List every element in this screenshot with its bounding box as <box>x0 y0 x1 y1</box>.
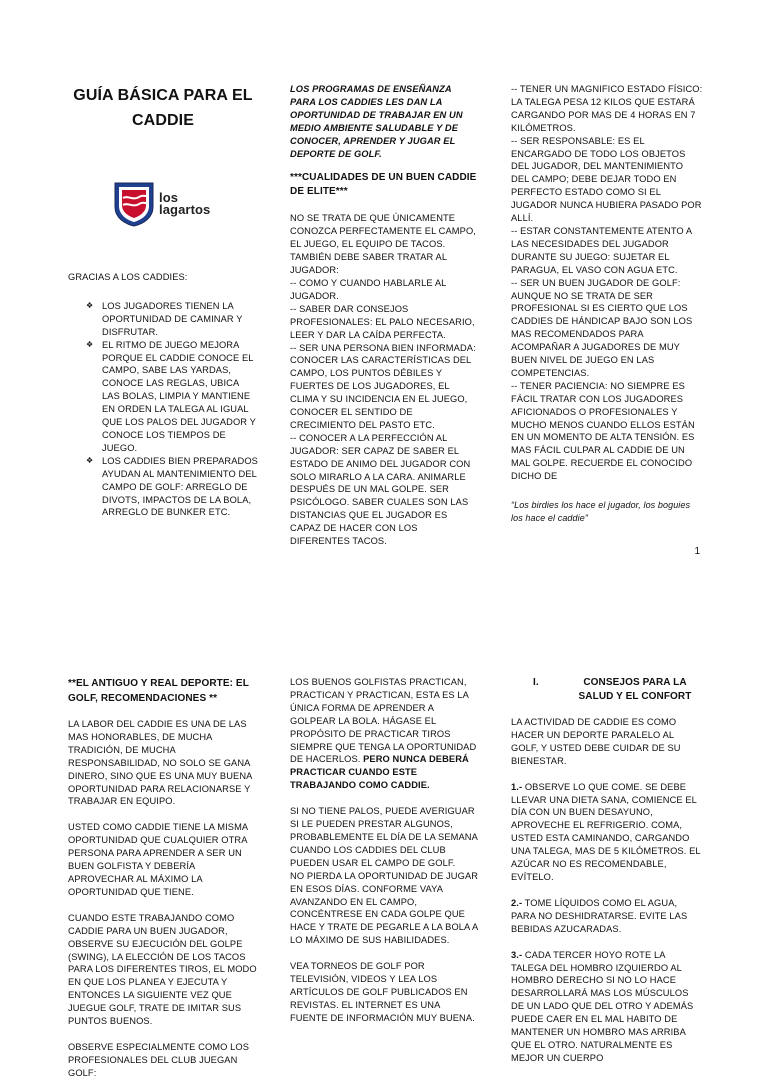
paragraph: -- SER RESPONSABLE: ES EL ENCARGADO DE TODO LOS OBJETOS DEL JUGADOR, DEL MANTENIMIENTO DEL CAMPO; DEBE DEJAR TODO EN PERFECTO ESTADO COMO SI EL JUGADOR NUNCA HUBIERA PASADO POR ALLÍ. <box>511 135 702 224</box>
tip-text: TOME LÍQUIDOS COMO EL AGUA, PARA NO DESHIDRATARSE. EVITE LAS BEBIDAS AZUCARADAS. <box>511 897 688 934</box>
paragraph: CUANDO ESTE TRABAJANDO COMO CADDIE PARA UN BUEN JUGADOR, OBSERVE SU EJECUCIÓN DEL GOLPE (SWING), LA ELECCIÓN DE LOS TACOS PARA LOS DIFERENTES TIROS, EL MODO EN QUE LOS PLANEA Y EJECUTA Y ENTONCES LA SIGUIENTE VEZ QUE JUEGUE GOLF, TRATE DE IMITAR SUS PUNTOS BUENOS. <box>68 912 257 1027</box>
tip-number: 2.- <box>511 897 523 908</box>
tip-text: OBSERVE LO QUE COME. SE DEBE LLEVAR UNA DIETA SANA, COMIENCE EL DÍA CON UN BUEN DESAYUNO, APROVECHE EL REFRIGERIO. COMA, USTED ESTA CAMINANDO, CARGANDO UNA TALEGA, MAS DE 5 KILÓMETROS. EL AZÚCAR NO ES RECOMENDABLE, EVÍTELO. <box>511 781 701 882</box>
document-page-2 <box>0 664 768 1078</box>
page-gap <box>0 580 768 664</box>
paragraph: -- TENER PACIENCIA: NO SIEMPRE ES FÁCIL TRATAR CON LOS JUGADORES AFICIONADOS O PROFESIONALES Y MUCHO MENOS CUANDO ELLOS ESTÁN EN UN MOMENTO DE ALTA TENSIÓN. ES MAS FÁCIL CULPAR AL CADDIE DE UN MAL GOLPE. RECUERDE EL CONOCIDO DICHO DE <box>511 380 695 482</box>
paragraph: -- TENER UN MAGNIFICO ESTADO FÍSICO: LA TALEGA PESA 12 KILOS QUE ESTARÁ CARGANDO POR MAS DE 4 HORAS EN 7 KILÓMETROS. <box>511 84 703 133</box>
paragraph: -- SER UNA PERSONA BIEN INFORMADA: CONOCER LAS CARACTERÍSTICAS DEL CAMPO, LOS PUNTOS DÉBILES Y FUERTES DE LOS JUGADORES, EL CLIMA Y SU INCIDENCIA EN EL JUEGO, CONOCER EL SENTIDO DE CRECIMIENTO DEL PASTO ETC. <box>290 342 476 430</box>
paragraph: -- SABER DAR CONSEJOS PROFESIONALES: EL PALO NECESARIO, LEER Y DAR LA CAÍDA PERFECTA. <box>290 303 475 340</box>
paragraph: -- COMO Y CUANDO HABLARLE AL JUGADOR. <box>290 277 447 301</box>
los-lagartos-logo <box>113 181 258 227</box>
health-section-heading <box>511 676 703 704</box>
page1-column-1 <box>68 83 258 519</box>
paragraph: VEA TORNEOS DE GOLF POR TELEVISIÓN, VIDEOS Y LEA LOS ARTÍCULOS DE GOLF PUBLICADOS EN REVISTAS. EL INTERNET ES UNA FUENTE DE INFORMACIÓN MUY BUENA. <box>290 961 475 1023</box>
health-tip <box>511 781 703 884</box>
health-tip <box>511 897 703 936</box>
programs-intro: LOS PROGRAMAS DE ENSEÑANZA PARA LOS CADDIES LES DAN LA OPORTUNIDAD DE TRABAJAR EN UN MEDIO AMBIENTE SALUDABLE Y DE CONOCER, APRENDER Y JUGAR EL DEPORTE DE GOLF. <box>290 84 463 159</box>
page1-column-2 <box>290 83 478 548</box>
cualidades-text <box>290 212 478 548</box>
tip-number: 3.- <box>511 949 523 960</box>
page1-column-3 <box>511 83 703 525</box>
page2-column-1 <box>68 676 260 1080</box>
gracias-heading: GRACIAS A LOS CADDIES: <box>68 272 188 282</box>
tip-number: 1.- <box>511 781 523 792</box>
practice-paragraph <box>290 676 480 792</box>
list-item: ❖ LOS CADDIES BIEN PREPARADOS AYUDAN AL MANTENIMIENTO DEL CAMPO DE GOLF: ARREGLO DE DIVOTS, IMPACTOS DE LA BOLA, ARREGLO DE BUNKER ETC. <box>86 455 258 520</box>
page-number: 1 <box>694 546 700 557</box>
paragraph: NO PIERDA LA OPORTUNIDAD DE JUGAR EN ESOS DÍAS. CONFORME VAYA AVANZANDO EN EL CAMPO, CONCÉNTRESE EN CADA GOLPE QUE HACE Y TRATE DE PEGARLE A LA BOLA A LO MÁXIMO DE SUS HABILIDADES. <box>290 870 479 946</box>
practice-warning: PERO NUNCA DEBERÁ PRACTICAR CUANDO ESTE TRABAJANDO COMO CADDIE. <box>290 754 469 791</box>
health-tip <box>511 949 703 1065</box>
logo-wordmark: los lagartos <box>159 190 211 217</box>
paragraph: -- SER UN BUEN JUGADOR DE GOLF: AUNQUE NO SE TRATA DE SER PROFESIONAL SI ES CIERTO QUE LOS CADDIES DE HÁNDICAP BAJO SON LOS MAS RECOMENDADOS PARA ACOMPAÑAR A JUGADORES DE MUY BUEN NIVEL DE JUEGO EN LAS COMPETENCIAS. <box>511 277 693 378</box>
tip-text: CADA TERCER HOYO ROTE LA TALEGA DEL HOMBRO IZQUIERDO AL HOMBRO DERECHO SI NO LO HACE DESARROLLARÁ MAS LOS MÚSCULOS DE UN LADO QUE DEL OTRO Y ADEMÁS PUEDE CAER EN EL MAL HABITO DE MANTENER UN HOMBRO MAS ARRIBA QUE EL OTRO. NATURALMENTE ES MEJOR UN CUERPO <box>511 949 694 1063</box>
section-number: I. <box>533 677 539 688</box>
paragraph: NO SE TRATA DE QUE ÚNICAMENTE CONOZCA PERFECTAMENTE EL CAMPO, EL JUEGO, EL EQUIPO DE TACOS. TAMBIÉN DEBE SABER TRATAR AL JUGADOR: <box>290 213 476 276</box>
list-item: ❖ LOS JUGADORES TIENEN LA OPORTUNIDAD DE CAMINAR Y DISFRUTAR. <box>86 300 258 339</box>
document-title: GUÍA BÁSICA PARA EL CADDIE <box>73 87 253 129</box>
section-title: CONSEJOS PARA LA SALUD Y EL CONFORT <box>578 677 692 702</box>
paragraph: OBSERVE ESPECIALMENTE COMO LOS PROFESIONALES DEL CLUB JUEGAN GOLF: <box>68 1041 250 1078</box>
paragraph: LA LABOR DEL CADDIE ES UNA DE LAS MAS HONORABLES, DE MUCHA TRADICIÓN, DE MUCHA RESPONSABILIDAD, NO SOLO SE GANA DINERO, SINO QUE ES UNA MUY BUENA OPORTUNIDAD PARA RELACIONARSE Y TRABAJAR EN EQUIPO. <box>68 719 252 807</box>
shield-logo-icon <box>113 181 155 227</box>
paragraph: SI NO TIENE PALOS, PUEDE AVERIGUAR SI LE PUEDEN PRESTAR ALGUNOS, PROBABLEMENTE EL DÍA DE LA SEMANA CUANDO LOS CADDIES DEL CLUB PUEDEN USAR EL CAMPO DE GOLF. <box>290 806 478 868</box>
practice-text: LOS BUENOS GOLFISTAS PRACTICAN, PRACTICAN Y PRACTICAN, ESTA ES LA ÚNICA FORMA DE APRENDER A GOLPEAR LA BOLA. HÁGASE EL PROPÓSITO DE PRACTICAR TIROS SIEMPRE QUE TENGA LA OPORTUNIDAD DE HACERLOS. <box>290 677 477 765</box>
list-item: ❖ EL RITMO DE JUEGO MEJORA PORQUE EL CADDIE CONOCE EL CAMPO, SABE LAS YARDAS, CONOCE LAS REGLAS, UBICA LAS BOLAS, LIMPIA Y MANTIENE EN ORDEN LA TALEGA AL IGUAL QUE LOS PALOS DEL JUGADOR Y CONOCE LOS TIEMPOS DE JUEGO. <box>86 339 258 455</box>
page2-column-2 <box>290 676 480 1025</box>
golf-recommendations-heading: **EL ANTIGUO Y REAL DEPORTE: EL GOLF, RECOMENDACIONES ** <box>68 678 249 704</box>
cualidades-heading: ***CUALIDADES DE UN BUEN CADDIE DE ELITE*** <box>290 172 477 198</box>
paragraph: USTED COMO CADDIE TIENE LA MISMA OPORTUNIDAD QUE CUALQUIER OTRA PERSONA PARA APRENDER A SER UN BUEN GOLFISTA Y DEBERÍA APROVECHAR AL MÁXIMO LA OPORTUNIDAD QUE TIENE. <box>68 822 248 897</box>
paragraph: -- CONOCER A LA PERFECCIÓN AL JUGADOR: SER CAPAZ DE SABER EL ESTADO DE ANIMO DEL JUGADOR CON SOLO MIRARLO A LA CARA. ANIMARLE DESPUÉS DE UN MAL GOLPE. SER PSICÓLOGO. SABER CUALES SON LAS DISTANCIAS QUE EL JUGADOR ES CAPAZ DE HACER CON LOS DIFERENTES TACOS. <box>290 432 471 547</box>
caddie-quote: “Los birdies los hace el jugador, los boguies los hace el caddie” <box>511 500 691 523</box>
paragraph: LA ACTIVIDAD DE CADDIE ES COMO HACER UN DEPORTE PARALELO AL GOLF, Y USTED DEBE CUIDAR DE SU BIENESTAR. <box>511 717 681 766</box>
gracias-list <box>86 300 258 519</box>
page2-column-3 <box>511 676 703 1065</box>
paragraph: -- ESTAR CONSTANTEMENTE ATENTO A LAS NECESIDADES DEL JUGADOR DURANTE SU JUEGO: SUJETAR EL PARAGUA, EL VASO CON AGUA ETC. <box>511 225 692 275</box>
